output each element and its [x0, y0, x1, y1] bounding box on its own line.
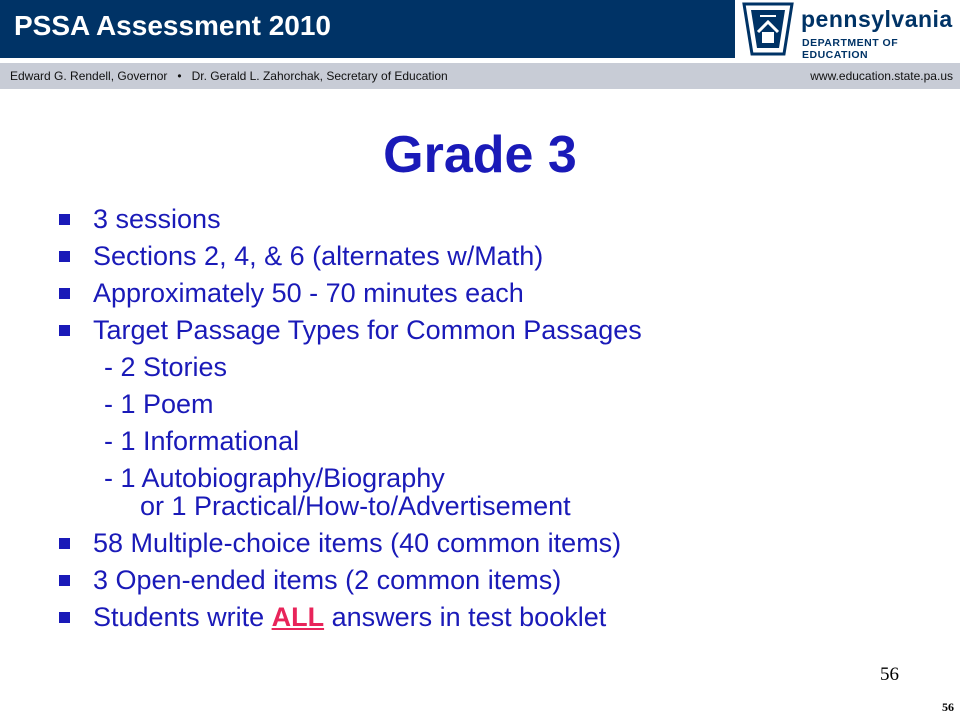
square-bullet-icon [59, 575, 70, 586]
logo-subtitle: DEPARTMENT OF EDUCATION [802, 37, 899, 61]
keystone-icon [740, 2, 796, 56]
governor-name: Edward G. Rendell, Governor [10, 69, 168, 83]
bullet-item [57, 525, 937, 562]
slide-title: Grade 3 [383, 126, 577, 184]
bullet-text: 58 Multiple-choice items (40 common items) [93, 528, 622, 558]
bullet-item [57, 599, 937, 636]
bullet-text: Target Passage Types for Common Passages [93, 315, 642, 345]
square-bullet-icon [59, 251, 70, 262]
website-url: www.education.state.pa.us [810, 69, 953, 83]
square-bullet-icon [59, 214, 70, 225]
bullet-text: 3 Open-ended items (2 common items) [93, 565, 562, 595]
separator-dot: • [177, 69, 182, 83]
page-number-small: 56 [942, 700, 954, 714]
bullet-text: Approximately 50 - 70 minutes each [93, 278, 524, 308]
page-number: 56 [880, 664, 899, 685]
bullet-item [57, 275, 937, 312]
emphasis-text: ALL [271, 602, 325, 632]
header-bar [0, 0, 735, 58]
bullet-item [57, 312, 937, 349]
square-bullet-icon [59, 612, 70, 623]
secretary-name: Dr. Gerald L. Zahorchak, Secretary of Education [191, 69, 448, 83]
bullet-text-before: Students write [93, 602, 272, 632]
square-bullet-icon [59, 325, 70, 336]
sub-item: - 1 Poem [104, 389, 214, 419]
pa-education-logo [735, 0, 960, 61]
bullet-item [57, 201, 937, 238]
logo-wordmark: pennsylvania [801, 6, 953, 32]
sub-item: - 1 Autobiography/Biography [104, 463, 445, 493]
officials-line [10, 69, 448, 83]
bullet-text-after: answers in test booklet [324, 602, 607, 632]
sub-item: - 1 Informational [104, 426, 300, 456]
header-title: PSSA Assessment 2010 [14, 10, 331, 41]
bullet-text: 3 sessions [93, 204, 221, 234]
bullet-item [57, 238, 937, 275]
bullet-item [57, 562, 937, 599]
sub-item-continuation: or 1 Practical/How-to/Advertisement [140, 491, 571, 521]
bullet-text: Sections 2, 4, & 6 (alternates w/Math) [93, 241, 544, 271]
sub-item: - 2 Stories [104, 352, 228, 382]
square-bullet-icon [59, 288, 70, 299]
square-bullet-icon [59, 538, 70, 549]
sub-header-bar [0, 63, 960, 89]
bullet-list [57, 201, 937, 636]
